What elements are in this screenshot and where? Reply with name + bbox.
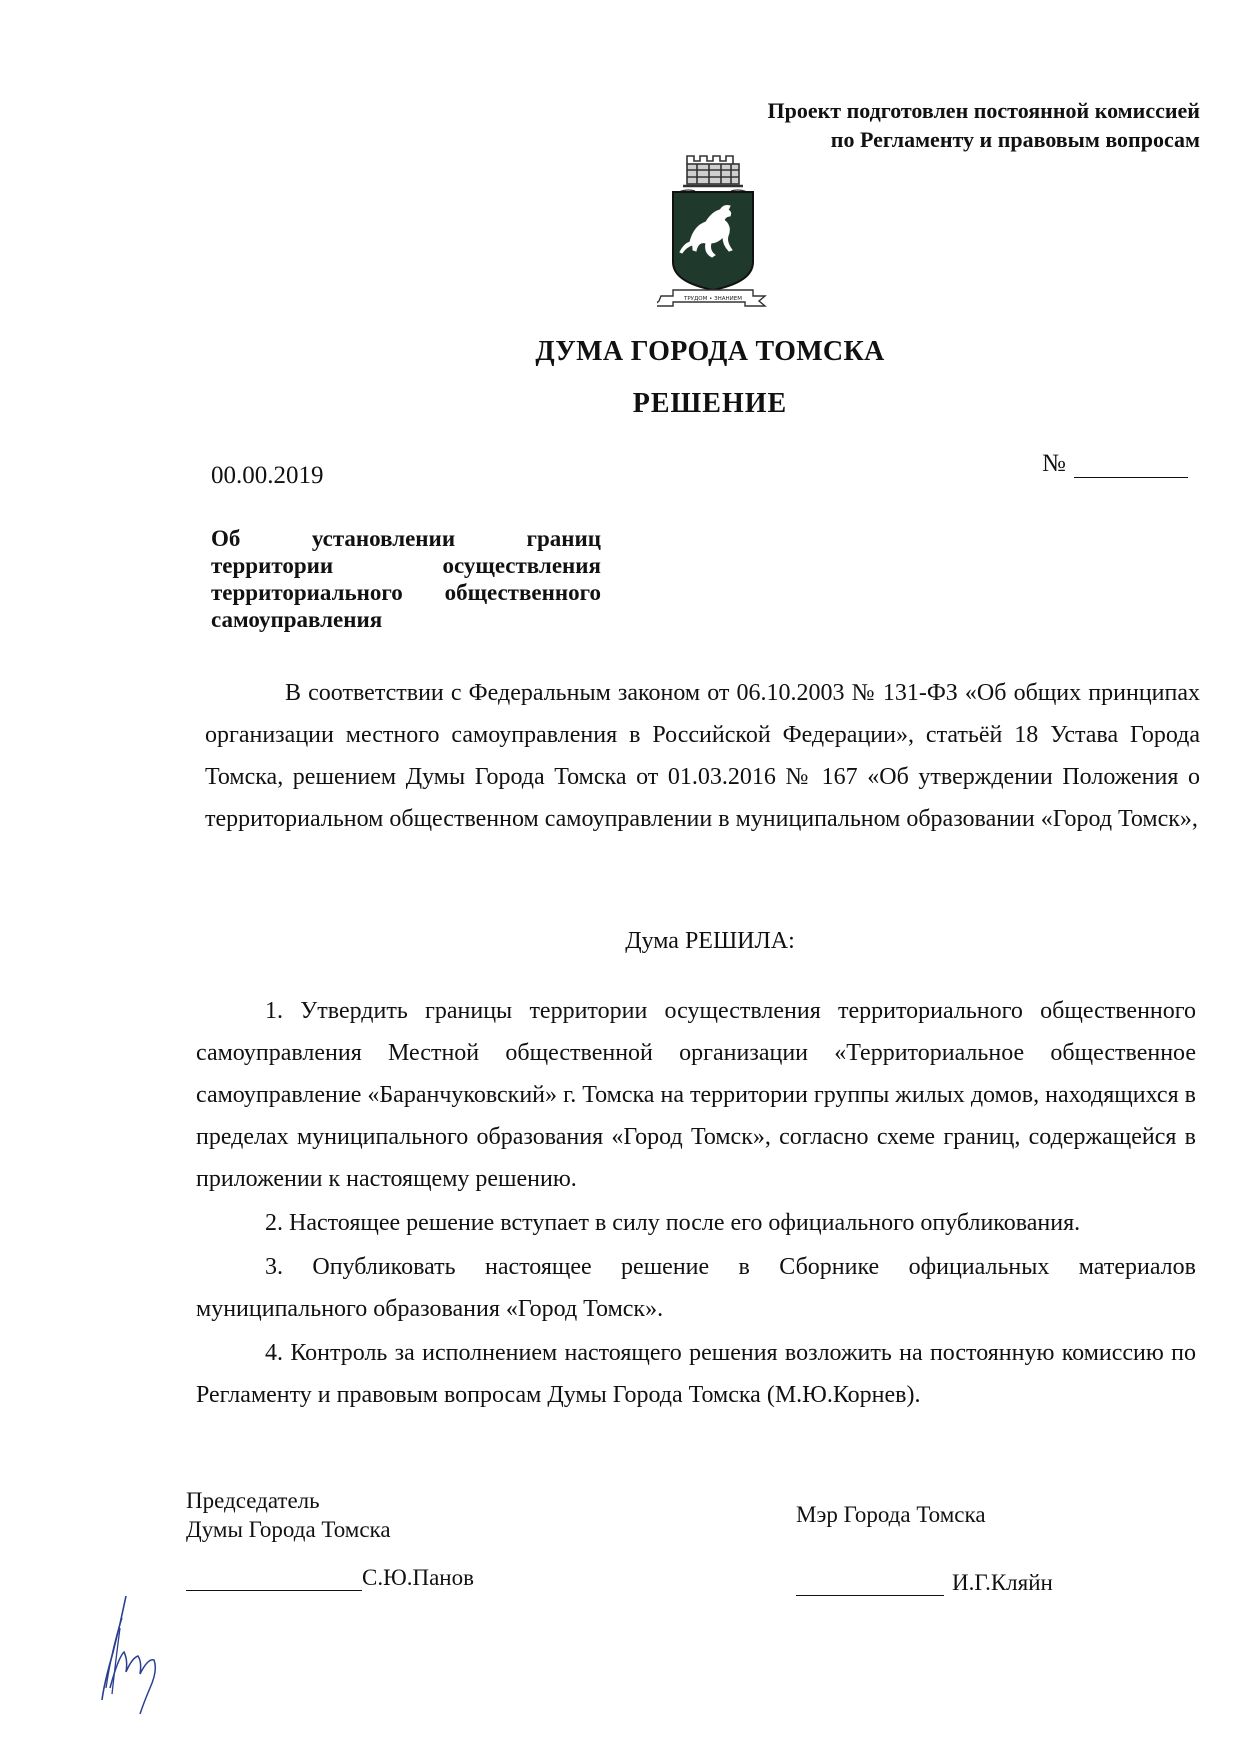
crest-ribbon-text: ТРУДОМ • ЗНАНИЕМ (683, 296, 743, 302)
chairman-signature-block (186, 1565, 474, 1591)
crown-icon (675, 156, 751, 194)
resolution-item-1: 1. Утвердить границы территории осуществления территориального общественного самоуправления Местной общественной организации «Территориальное общественное самоуправление «Баранчуковский» г. Томска на территории группы жилых домов, находящихся в пределах муниципального образования «Город Томск», согласно схеме границ, содержащейся в приложении к настоящему решению. (196, 998, 1196, 1192)
ribbon-icon (657, 290, 765, 306)
mayor-role: Мэр Города Томска (796, 1502, 986, 1527)
resolved-heading: Дума РЕШИЛА: (625, 928, 795, 954)
header-note (560, 96, 1200, 154)
document-number (1042, 450, 1188, 478)
chairman-role-line-1: Председатель (186, 1488, 320, 1513)
council-title: ДУМА ГОРОДА ТОМСКА (535, 336, 885, 367)
chairman-name: С.Ю.Панов (362, 1565, 474, 1590)
resolution-item-3: 3. Опубликовать настоящее решение в Сборнике официальных материалов муниципального образования «Город Томск». (196, 1254, 1196, 1322)
subject-line: Об установлении границ (211, 526, 601, 551)
mayor-signature-line (796, 1573, 944, 1596)
header-note-line-1: Проект подготовлен постоянной комиссией (767, 98, 1200, 123)
header-note-line-2: по Регламенту и правовым вопросам (830, 127, 1200, 152)
chairman-role-line-2: Думы Города Томска (186, 1517, 391, 1542)
chairman-signature-line (186, 1568, 362, 1591)
mayor-name: И.Г.Кляйн (952, 1570, 1053, 1595)
tomsk-coat-of-arms-icon (657, 150, 769, 308)
mayor-signature-block (796, 1570, 1053, 1596)
resolution-item-4: 4. Контроль за исполнением настоящего решения возложить на постоянную комиссию по Регламенту и правовым вопросам Думы Города Томска (М.Ю.Корнев). (196, 1340, 1196, 1408)
subject-line: территории осуществления (211, 553, 601, 578)
document-date: 00.00.2019 (211, 462, 324, 489)
chairman-role (186, 1486, 391, 1544)
document-type: РЕШЕНИЕ (632, 388, 788, 419)
document-subject (211, 525, 601, 633)
subject-line: самоуправления (211, 607, 383, 632)
subject-line: территориального общественного (211, 580, 601, 605)
document-number-blank (1074, 455, 1188, 478)
preamble-paragraph: В соответствии с Федеральным законом от 06.10.2003 № 131-ФЗ «Об общих принципах организации местного самоуправления в Российской Федерации», статьёй 18 Устава Города Томска, решением Думы Города Томска от 01.03.2016 № 167 «Об утверждении Положения о территориальном общественном самоуправлении в муниципальном образовании «Город Томск», (205, 680, 1200, 832)
resolution-item-2: 2. Настоящее решение вступает в силу после его официального опубликования. (265, 1210, 1081, 1236)
handwritten-signature-icon (96, 1588, 170, 1718)
document-number-label: № (1042, 450, 1066, 477)
